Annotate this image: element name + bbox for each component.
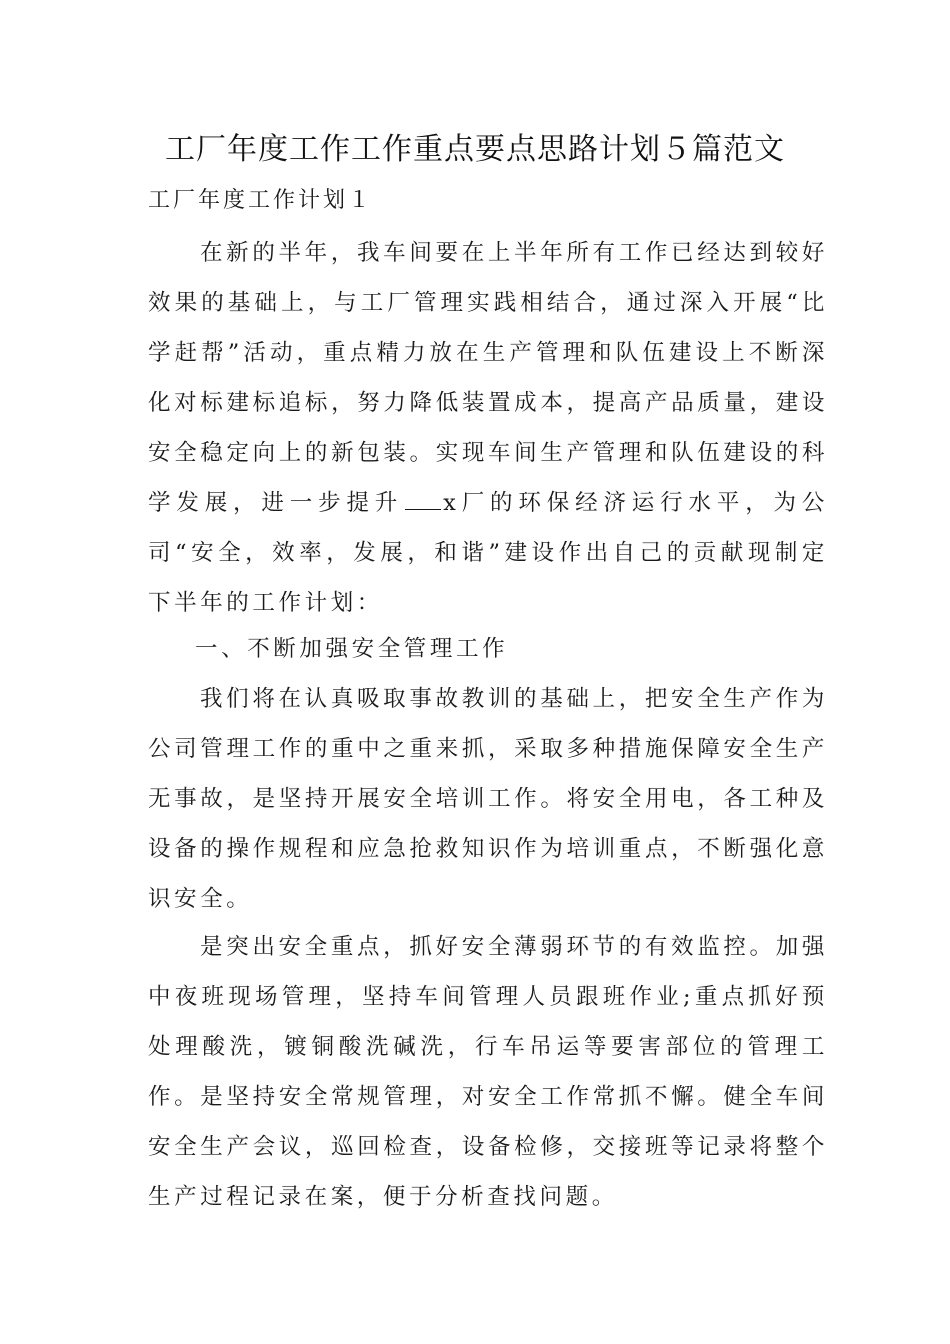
document-title: 工厂年度工作工作重点要点思路计划５篇范文	[165, 132, 785, 167]
section-heading-1: 一、不断加强安全管理工作	[195, 636, 509, 662]
paragraph-intro	[148, 228, 828, 628]
paragraph-safety-focus: 是突出安全重点，抓好安全薄弱环节的有效监控。加强中夜班现场管理，坚持车间管理人员跟班作业;重点抓好预处理酸洗，镀铜酸洗碱洗，行车吊运等要害部位的管理工作。是坚持安全常规管理，对安全工作常抓不懈。健全车间安全生产会议，巡回检查，设备检修，交接班等记录将整个生产过程记录在案，便于分析查找问题。	[148, 934, 828, 1210]
document-subtitle: 工厂年度工作计划１	[148, 188, 374, 213]
blank-underline	[405, 489, 441, 510]
paragraph-intro-part2: x厂的环保经济运行水平，为公司“安全，效率，发展，和谐”建设作出自己的贡献现制定下半年的工作计划：	[148, 490, 828, 616]
paragraph-intro-part1: 在新的半年，我车间要在上半年所有工作已经达到较好效果的基础上，与工厂管理实践相结合，通过深入开展“比学赶帮”活动，重点精力放在生产管理和队伍建设上不断深化对标建标追标，努力降低装置成本，提高产品质量，建设安全稳定向上的新包装。实现车间生产管理和队伍建设的科学发展，进一步提升	[148, 240, 828, 516]
paragraph-safety-training: 我们将在认真吸取事故教训的基础上，把安全生产作为公司管理工作的重中之重来抓，采取多种措施保障安全生产无事故，是坚持开展安全培训工作。将安全用电，各工种及设备的操作规程和应急抢救知识作为培训重点，不断强化意识安全。	[148, 686, 828, 912]
